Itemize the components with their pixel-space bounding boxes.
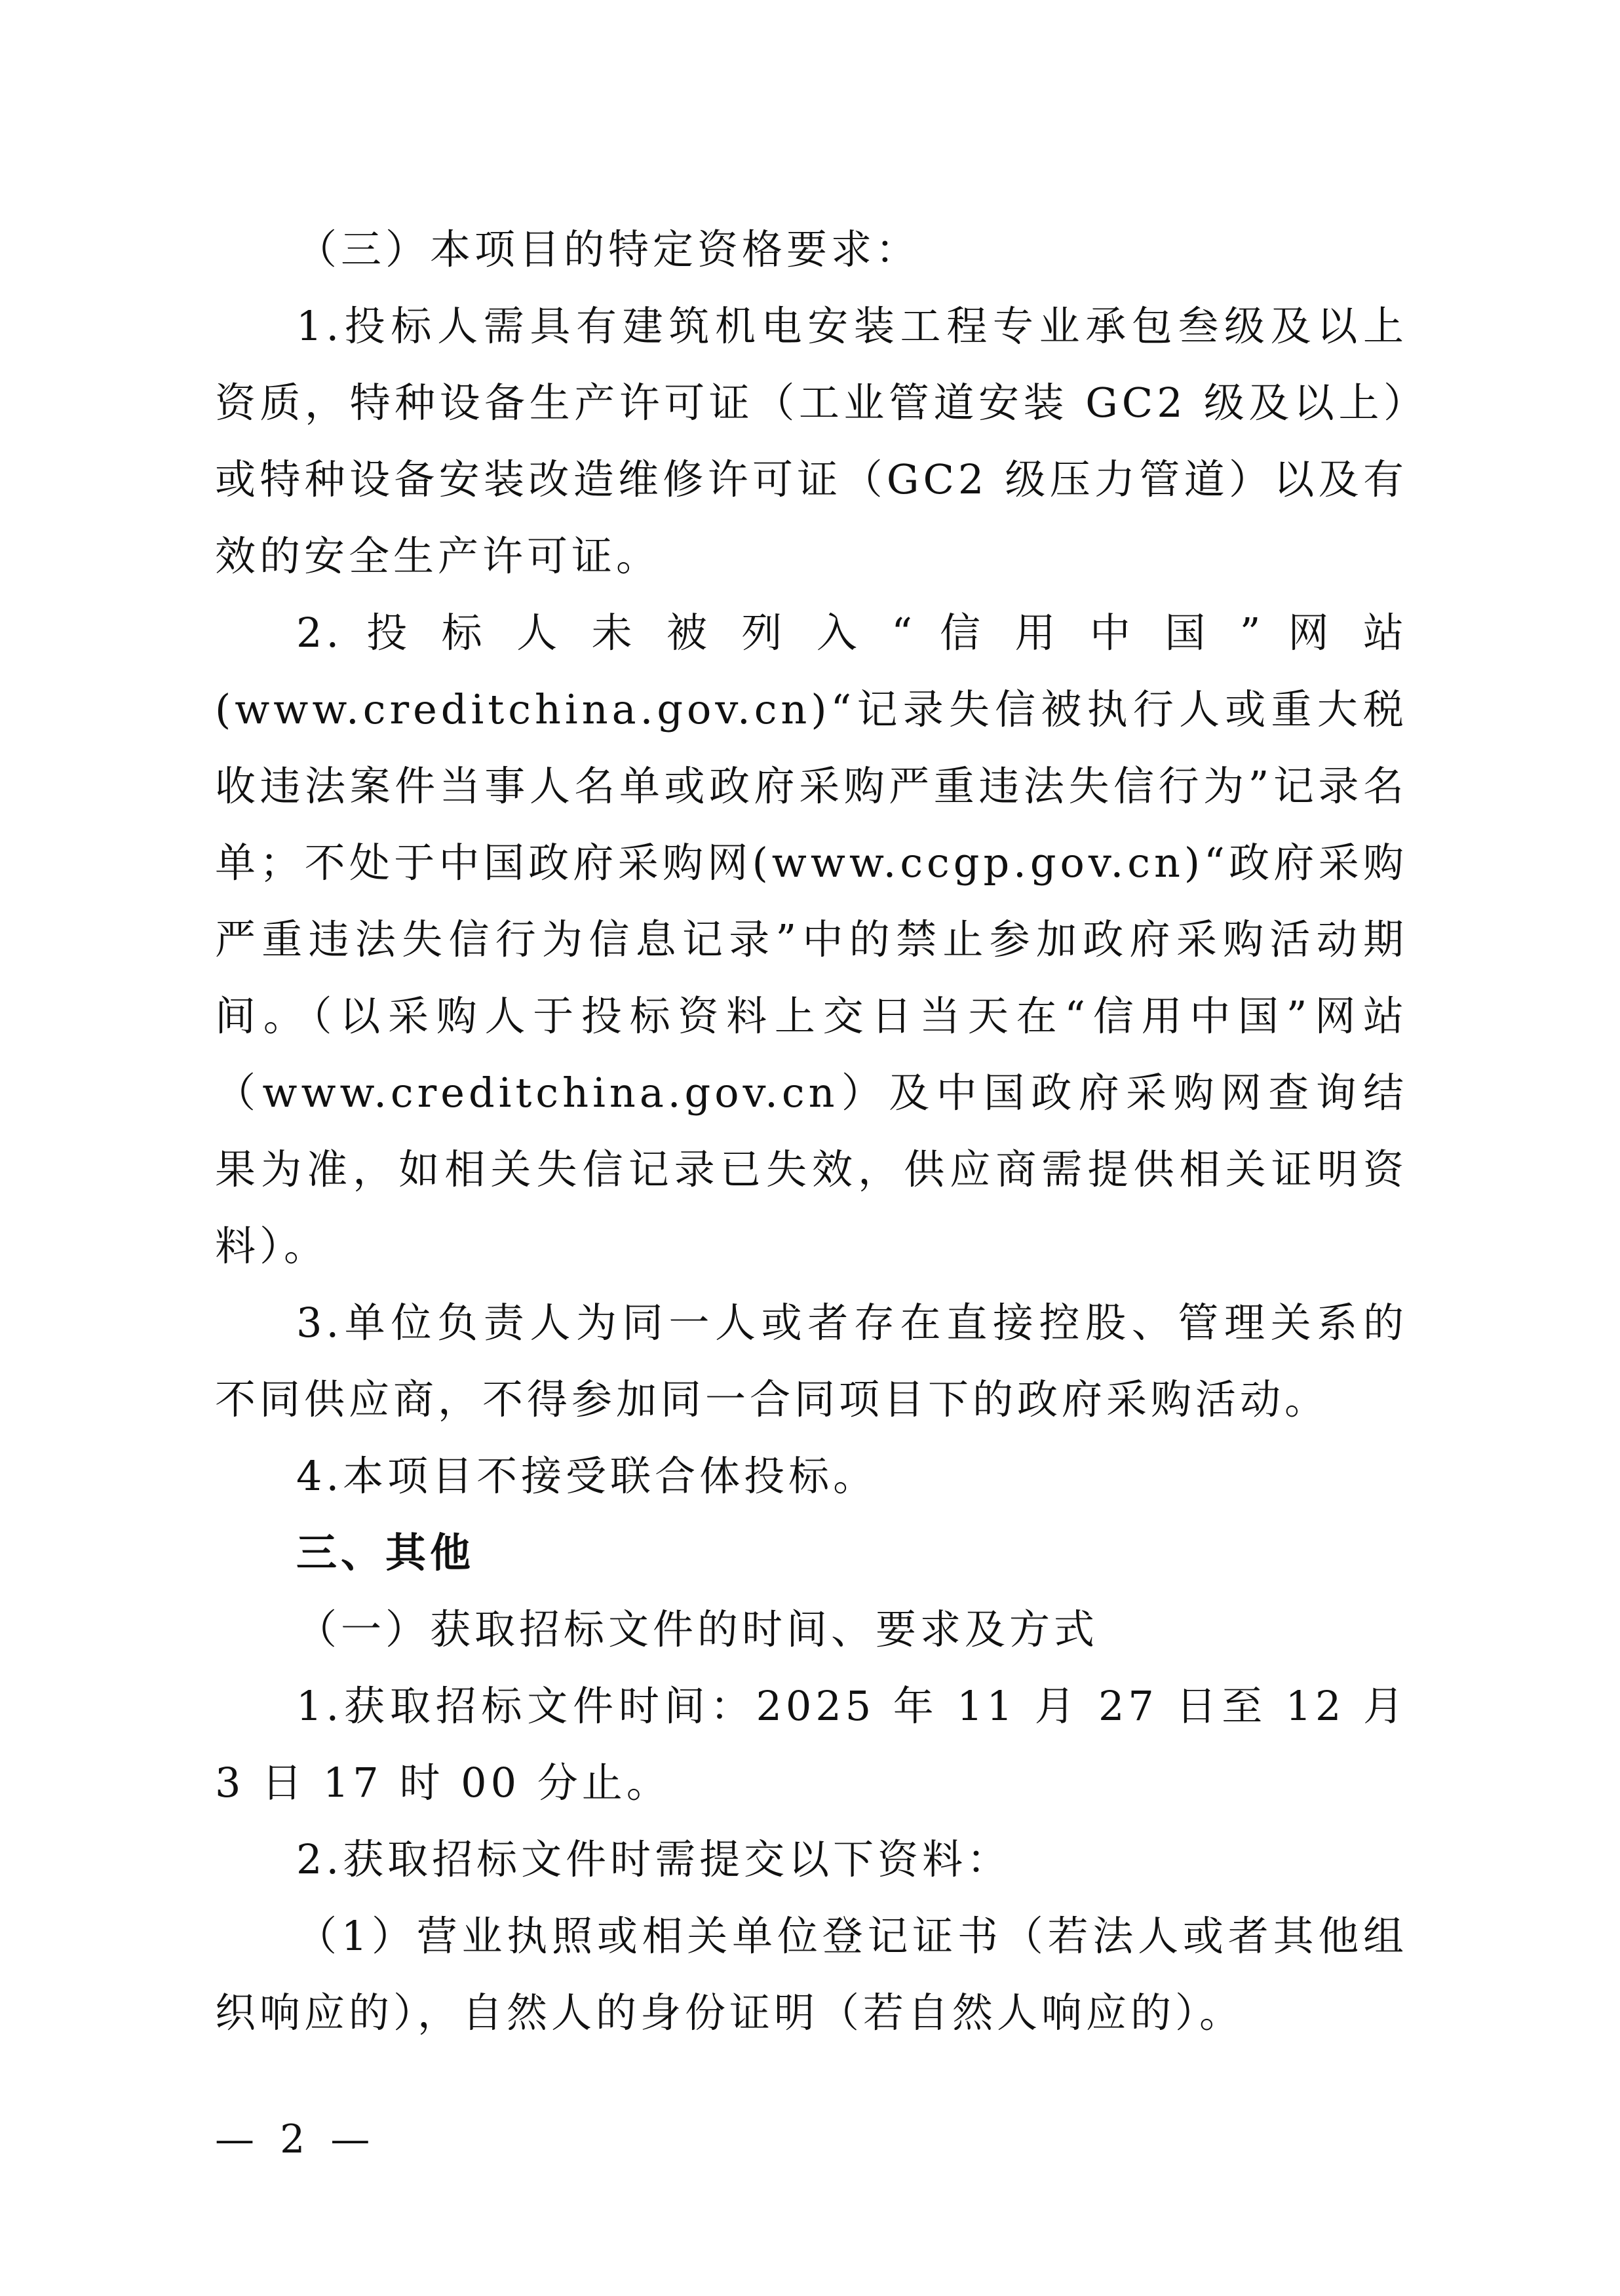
requirement-4: 4.本项目不接受联合体投标。 <box>296 1452 878 1500</box>
section-heading-other: 三、其他 <box>296 1529 475 1577</box>
document-body <box>215 211 1408 2051</box>
page-number: — 2 — <box>215 2116 377 2162</box>
requirement-1: 1.投标人需具有建筑机电安装工程专业承包叁级及以上资质，特种设备生产许可证（工业管道安装 GC2 级及以上）或特种设备安装改造维修许可证（GC2 级压力管道）以及有效的安全生产许可证。 <box>215 302 1408 580</box>
requirement-2: 2. 投 标 人 未 被 列 入 “ 信 用 中 国 ” 网 站 (www.creditchina.gov.cn)“记录失信被执行人或重大税收违法案件当事人名单或政府采购严重违法失信行为”记录名单；不处于中国政府采购网(www.ccgp.gov.cn)“政府采购严重违法失信行为信息记录”中的禁止参加政府采购活动期间。（以采购人于投标资料上交日当天在“信用中国”网站（www.creditchina.gov.cn）及中国政府采购网查询结果为准，如相关失信记录已失效，供应商需提供相关证明资料）。 <box>215 609 1408 1270</box>
requirement-3: 3.单位负责人为同一人或者存在直接控股、管理关系的不同供应商，不得参加同一合同项目下的政府采购活动。 <box>215 1299 1408 1423</box>
subsection-heading-obtain-documents: （一）获取招标文件的时间、要求及方式 <box>296 1605 1099 1653</box>
obtain-materials-intro: 2.获取招标文件时需提交以下资料： <box>296 1835 1012 1883</box>
obtain-time: 1.获取招标文件时间：2025 年 11 月 27 日至 12 月 3 日 17 时 00 分止。 <box>215 1682 1408 1807</box>
obtain-material-1: （1）营业执照或相关单位登记证书（若法人或者其他组织响应的），自然人的身份证明（若自然人响应的）。 <box>215 1912 1408 2037</box>
subsection-heading-qualifications: （三）本项目的特定资格要求： <box>296 225 921 273</box>
